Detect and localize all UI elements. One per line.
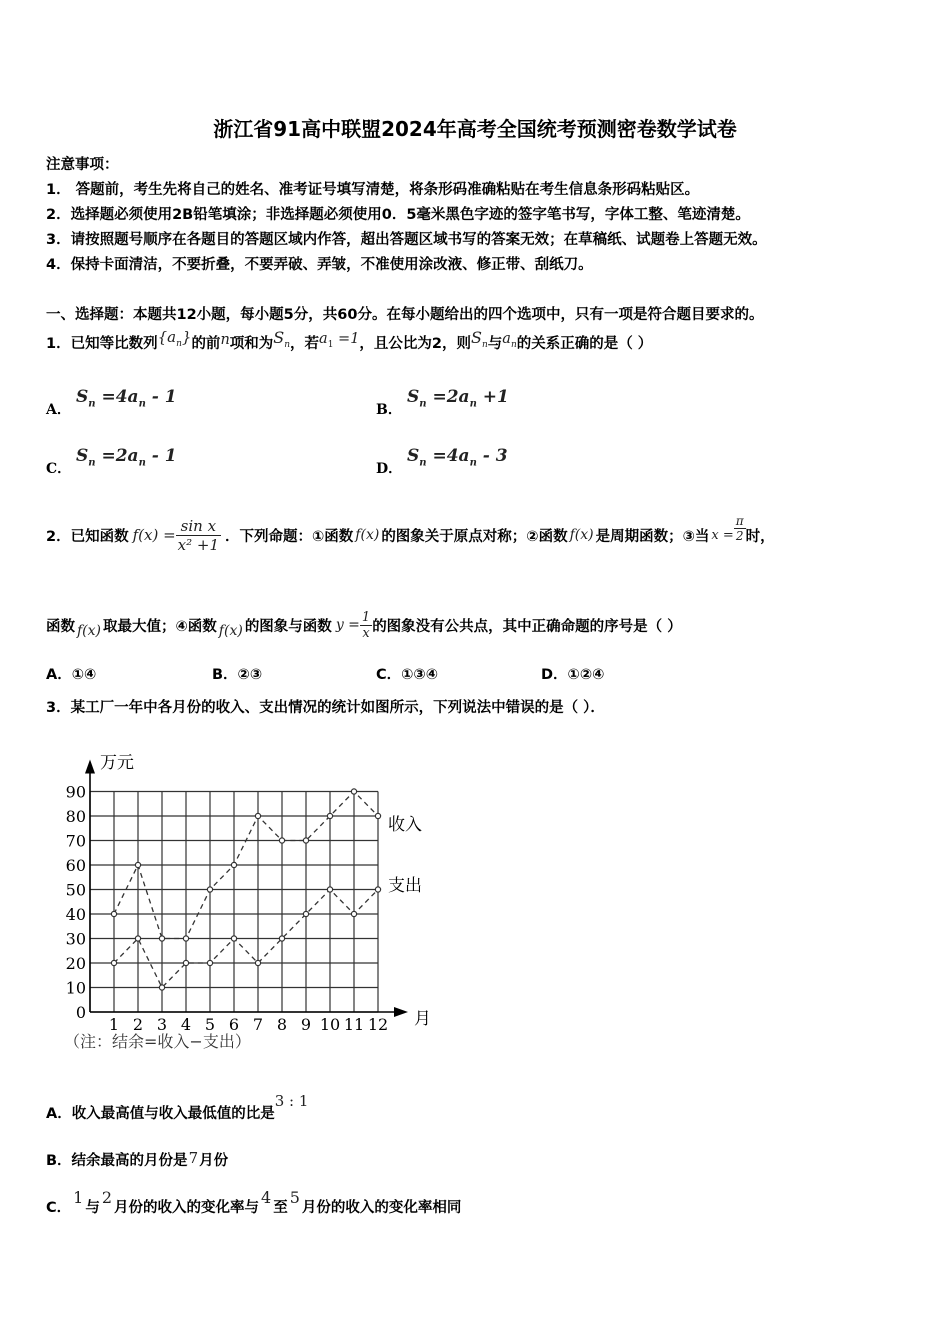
notice-heading: 注意事项：: [46, 157, 119, 173]
question-1-option-d[interactable]: D． $S_n =4a_n - 3$: [376, 446, 508, 477]
question-3-option-c[interactable]: C．1与2月份的收入的变化率与4至5月份的收入的变化率相同: [46, 1188, 462, 1216]
data-point-expense: [303, 911, 308, 916]
notice-item-2: 2．选择题必须使用2B铅笔填涂；非选择题必须使用0．5毫米黑色字迹的签字笔书写，字体工整、笔迹清楚。: [46, 207, 750, 223]
legend-expense: 支出: [388, 876, 422, 896]
question-1-option-a[interactable]: A． $S_n =4a_n - 1$: [46, 387, 177, 418]
question-3-option-a[interactable]: A．收入最高值与收入最低值的比是3 : 1: [46, 1092, 309, 1122]
data-point-expense: [351, 911, 356, 916]
y-tick-label: 30: [65, 929, 86, 949]
x-tick-label: 3: [156, 1015, 168, 1034]
question-2-stem-line1: 2．已知函数 f(x) = $\frac{\text{sin x}}{\text{x² +1}}$ ．下列命题：①函数 f(x) 的图象关于原点对称；②函数 f(x) 是周期函数；③当 x = $\frac{\pi}{2}$ 时，: [46, 513, 775, 554]
x-axis-arrow: [394, 1007, 408, 1017]
section-heading: 一、选择题：本题共12小题，每小题5分，共60分。在每小题给出的四个选项中，只有一项是符合题目要求的。: [46, 307, 764, 323]
data-point-expense: [231, 936, 236, 941]
question-1-option-b-expr: $S_n =2a_n +1$: [407, 387, 509, 410]
y-axis-label: 万元: [100, 753, 134, 773]
data-point-income: [207, 887, 212, 892]
question-1-option-c-expr: $S_n =2a_n - 1$: [76, 446, 177, 469]
data-point-expense: [159, 985, 164, 990]
x-tick-label: 12: [367, 1015, 389, 1034]
y-axis-arrow: [85, 760, 95, 774]
x-axis-label: 月: [414, 1009, 431, 1029]
page-title: 浙江省91高中联盟2024年高考全国统考预测密卷数学试卷: [213, 117, 737, 141]
chart-note: （注：结余=收入−支出）: [64, 1032, 251, 1051]
data-point-income: [231, 862, 236, 867]
pi-half-fraction: $\frac{\pi}{2}$: [735, 513, 744, 543]
data-point-expense: [111, 960, 116, 965]
y-tick-label: 60: [65, 856, 86, 875]
y-tick-label: 80: [65, 807, 86, 826]
y-tick-label: 50: [65, 880, 86, 900]
reciprocal-fraction: $\frac{1}{x}$: [361, 609, 371, 641]
legend-income: 收入: [388, 815, 422, 835]
data-point-income: [183, 936, 188, 941]
y-tick-label: 40: [65, 905, 86, 924]
chart-axes: [85, 760, 408, 1018]
data-point-income: [111, 911, 116, 916]
question-2-option-a[interactable]: A．①④: [46, 667, 97, 683]
data-point-expense: [279, 936, 284, 941]
data-point-income: [351, 789, 356, 794]
data-point-income: [327, 813, 332, 818]
data-point-income: [159, 936, 164, 941]
question-1-option-b[interactable]: B． $S_n =2a_n +1$: [376, 387, 509, 418]
data-point-expense: [327, 887, 332, 892]
question-2-stem-line2: 函数 f(x) 取最大值；④函数 f(x) 的图象与函数 y = $\frac{1}{x}$ 的图象没有公共点，其中正确命题的序号是（ ）: [46, 609, 682, 641]
function-fraction: $\frac{\text{sin x}}{\text{x² +1}}$: [177, 516, 220, 554]
y-tick-label: 20: [65, 954, 86, 973]
x-tick-label: 4: [180, 1015, 192, 1034]
x-tick-label: 1: [108, 1015, 120, 1034]
data-point-income: [135, 862, 140, 867]
x-tick-label: 7: [252, 1015, 264, 1034]
question-3-stem: 3．某工厂一年中各月份的收入、支出情况的统计如图所示，下列说法中错误的是（ ）．: [46, 700, 605, 716]
x-tick-label: 9: [300, 1015, 312, 1034]
data-point-expense: [375, 887, 380, 892]
data-point-expense: [207, 960, 212, 965]
question-1-stem: 1．已知等比数列$\{a_n\}$的前n项和为$S_n$，若$a_1 =1$，且公比为2，则$S_n$与$a_n$的关系正确的是（ ）: [46, 328, 653, 352]
data-point-expense: [135, 936, 140, 941]
y-tick-label: 0: [75, 1003, 86, 1022]
data-point-expense: [183, 960, 188, 965]
chart-grid: [90, 792, 378, 1013]
x-tick-label: 6: [228, 1015, 240, 1034]
y-tick-label: 10: [65, 978, 86, 998]
y-tick-label: 70: [65, 831, 86, 851]
data-point-income: [255, 813, 260, 818]
question-2-option-d[interactable]: D．①②④: [541, 667, 605, 683]
question-1-option-d-expr: $S_n =4a_n - 3$: [407, 446, 508, 469]
question-2-option-b[interactable]: B．②③: [212, 667, 263, 683]
notice-item-4: 4．保持卡面清洁，不要折叠，不要弄破、弄皱，不准使用涂改液、修正带、刮纸刀。: [46, 257, 593, 273]
notice-item-1: 1． 答题前，考生先将自己的姓名、准考证号填写清楚，将条形码准确粘贴在考生信息条形码粘贴区。: [46, 182, 700, 198]
data-point-income: [303, 838, 308, 843]
x-tick-label: 11: [343, 1015, 365, 1034]
data-point-income: [375, 813, 380, 818]
notice-item-3: 3．请按照题号顺序在各题目的答题区域内作答，超出答题区域书写的答案无效；在草稿纸、试题卷上答题无效。: [46, 232, 767, 248]
data-point-expense: [255, 960, 260, 965]
data-point-income: [279, 838, 284, 843]
x-tick-label: 8: [276, 1015, 288, 1034]
question-2-option-c[interactable]: C．①③④: [376, 667, 438, 683]
x-tick-label: 5: [204, 1015, 216, 1034]
x-tick-label: 10: [319, 1015, 341, 1034]
y-tick-label: 90: [65, 782, 86, 802]
question-3-option-b[interactable]: B．结余最高的月份是7月份: [46, 1149, 229, 1169]
income-expense-chart: [60, 740, 440, 1060]
question-1-option-c[interactable]: C． $S_n =2a_n - 1$: [46, 446, 177, 477]
x-tick-label: 2: [132, 1015, 144, 1034]
question-1-option-a-expr: $S_n =4a_n - 1$: [76, 387, 177, 410]
